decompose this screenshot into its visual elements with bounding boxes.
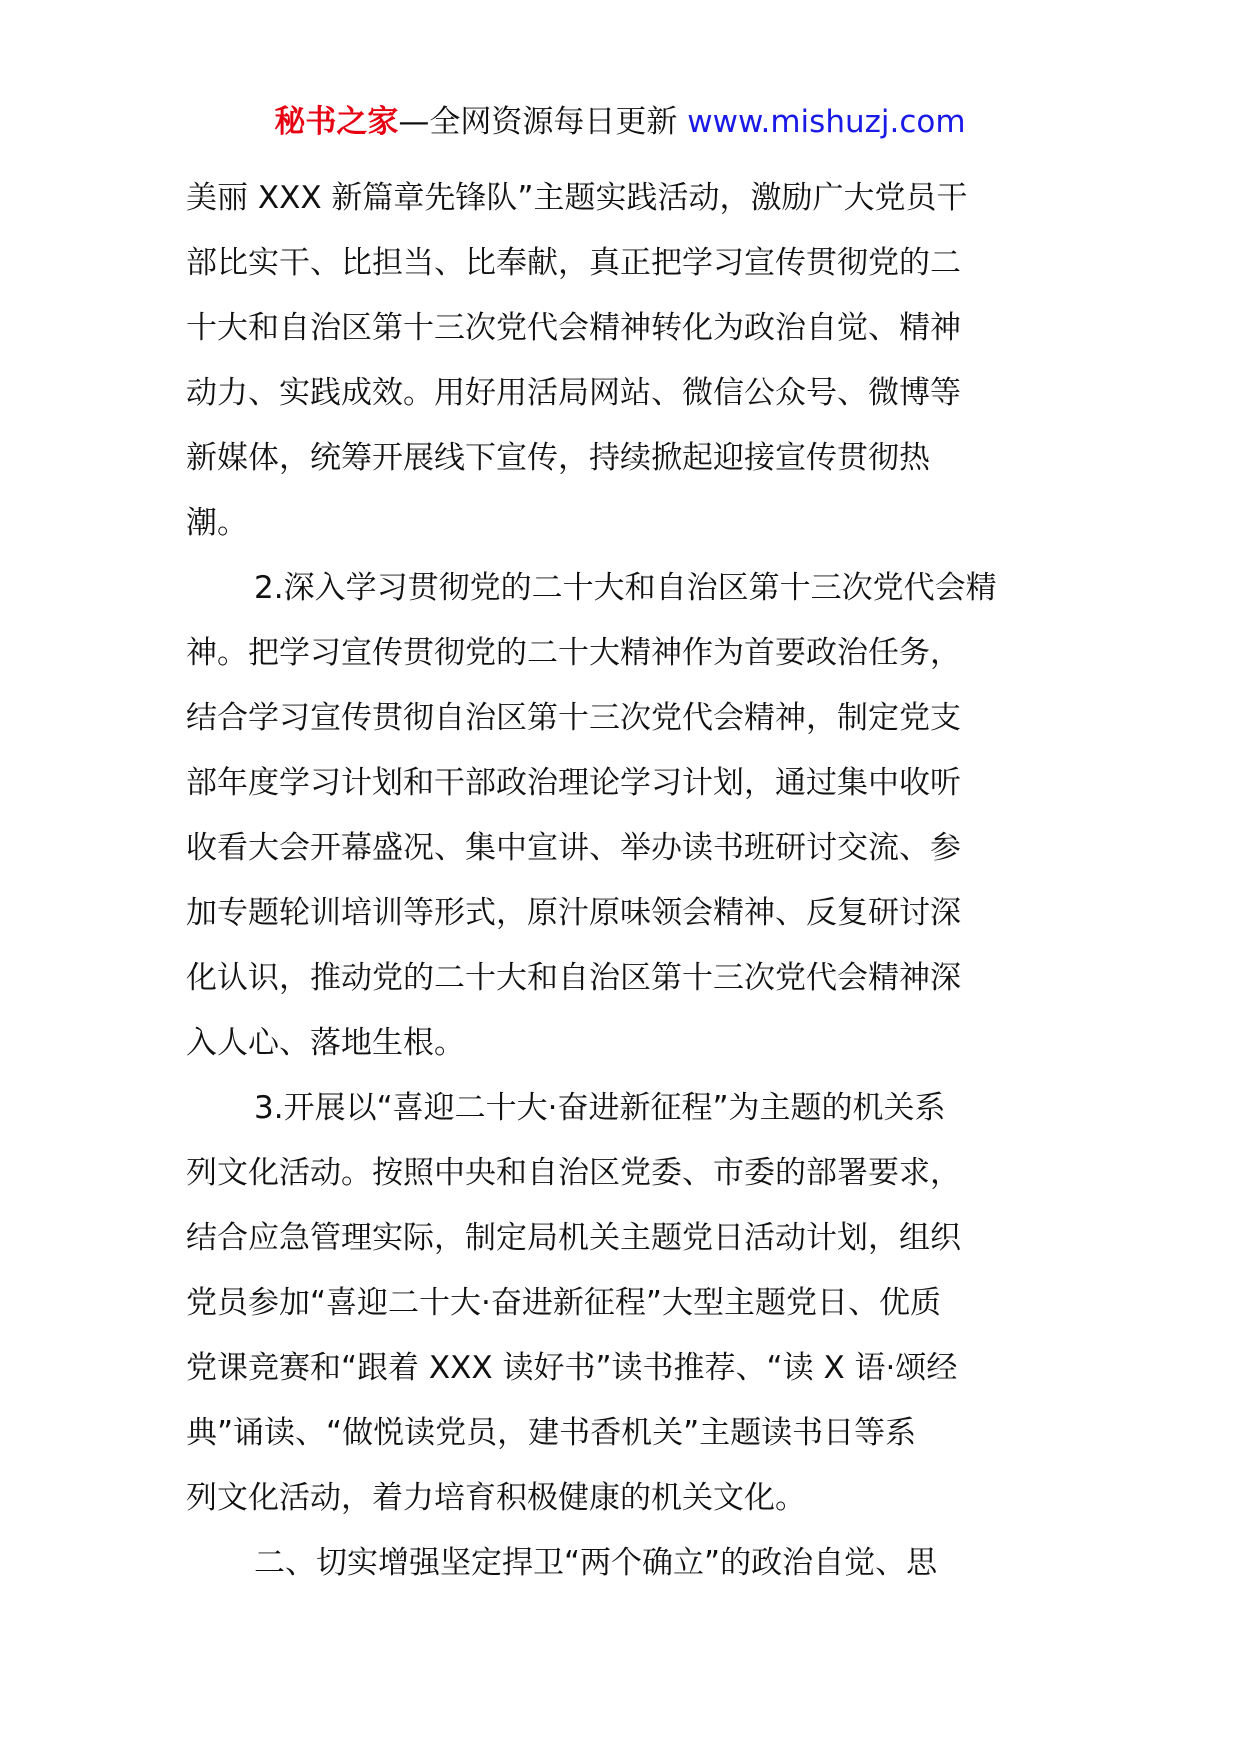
text-line: 新媒体，统筹开展线下宣传，持续掀起迎接宣传贯彻热 (186, 440, 930, 476)
paragraph-start-line: 2.深入学习贯彻党的二十大和自治区第十三次党代会精 (254, 570, 997, 606)
text-line: 列文化活动，着力培育积极健康的机关文化。 (186, 1480, 806, 1516)
section-heading-line: 二、切实增强坚定捍卫“两个确立”的政治自觉、思 (254, 1545, 938, 1581)
text-line: 收看大会开幕盛况、集中宣讲、举办读书班研讨交流、参 (186, 830, 961, 866)
text-line: 加专题轮训培训等形式，原汁原味领会精神、反复研讨深 (186, 895, 961, 931)
header-tagline: —全网资源每日更新 (398, 104, 688, 140)
text-line: 部比实干、比担当、比奉献，真正把学习宣传贯彻党的二 (186, 245, 961, 281)
text-line: 党员参加“喜迎二十大·奋进新征程”大型主题党日、优质 (186, 1285, 941, 1321)
document-body (186, 166, 1054, 1596)
text-line: 十大和自治区第十三次党代会精神转化为政治自觉、精神 (186, 310, 961, 346)
paragraph-start-line: 3.开展以“喜迎二十大·奋进新征程”为主题的机关系 (254, 1090, 946, 1126)
site-header (0, 100, 1240, 144)
text-line: 列文化活动。按照中央和自治区党委、市委的部署要求， (186, 1155, 961, 1191)
text-line: 结合学习宣传贯彻自治区第十三次党代会精神，制定党支 (186, 700, 961, 736)
text-line: 动力、实践成效。用好用活局网站、微信公众号、微博等 (186, 375, 961, 411)
text-line: 典”诵读、“做悦读党员，建书香机关”主题读书日等系 (186, 1415, 917, 1451)
text-line: 神。把学习宣传贯彻党的二十大精神作为首要政治任务， (186, 635, 961, 671)
site-url-link[interactable]: www.mishuzj.com (687, 104, 966, 140)
text-line: 化认识，推动党的二十大和自治区第十三次党代会精神深 (186, 960, 961, 996)
text-line: 党课竞赛和“跟着 XXX 读好书”读书推荐、“读 X 语·颂经 (186, 1350, 958, 1386)
text-line: 入人心、落地生根。 (186, 1025, 465, 1061)
text-line: 美丽 XXX 新篇章先锋队”主题实践活动，激励广大党员干 (186, 180, 968, 216)
text-line: 部年度学习计划和干部政治理论学习计划，通过集中收听 (186, 765, 961, 801)
text-line: 潮。 (186, 505, 248, 541)
brand-name: 秘书之家 (274, 104, 399, 140)
text-line: 结合应急管理实际，制定局机关主题党日活动计划，组织 (186, 1220, 961, 1256)
